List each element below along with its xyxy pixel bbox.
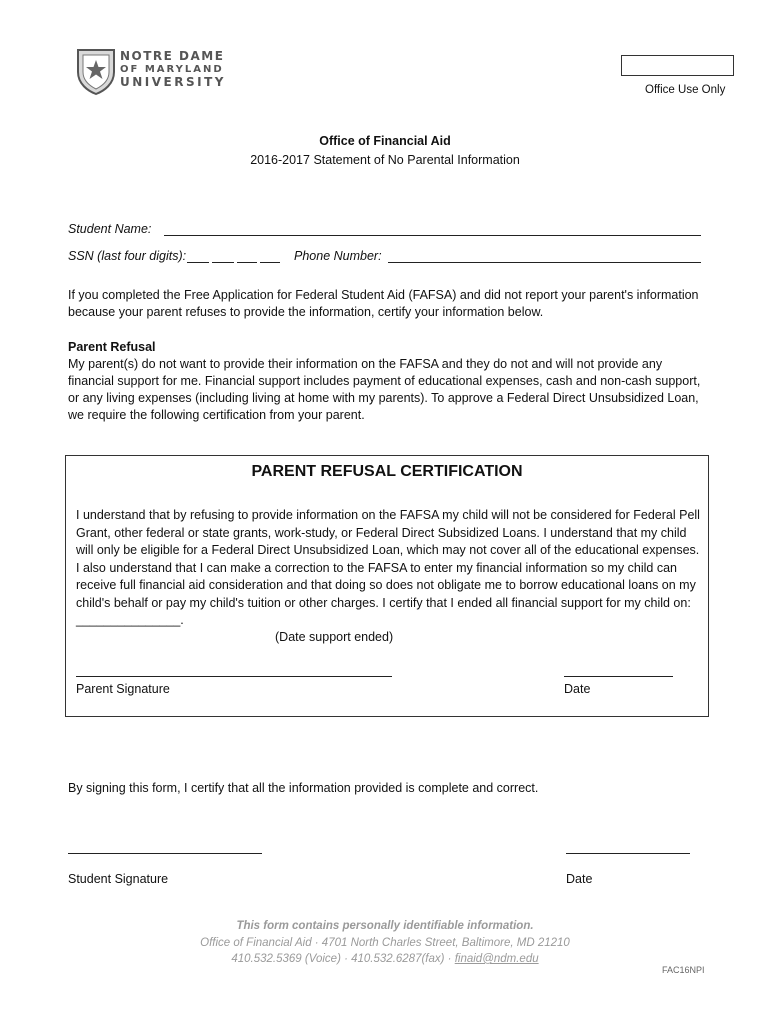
footer-address: Office of Financial Aid · 4701 North Charles Street, Baltimore, MD 21210 [200, 937, 570, 949]
parent-date-label: Date [564, 682, 591, 696]
footer-contact [0, 951, 770, 967]
student-date-label: Date [566, 872, 593, 886]
statement-title: 2016-2017 Statement of No Parental Information [250, 153, 520, 167]
student-signature-line[interactable] [68, 853, 262, 854]
form-code: FAC16NPI [662, 965, 705, 975]
phone-label: Phone Number: [294, 249, 382, 263]
university-logo [74, 46, 118, 96]
ssn-digit-3[interactable] [237, 262, 257, 263]
ssn-digit-2[interactable] [212, 262, 234, 263]
office-title: Office of Financial Aid [319, 134, 451, 148]
phone-field[interactable] [388, 262, 701, 263]
certification-body: I understand that by refusing to provide information on the FAFSA my child will not be considered for Federal Pell Grant, other federal or state grants, work-study, or Federal Direct Subsidized Loans. I understand that my child will only be eligible for a Federal Direct Unsubsidized Loan, which may not cover all of the educational expenses. I also understand that I can make a correction to the FAFSA to enter my financial information so my child can receive full financial aid consideration and that doing so does not obligate me to borrow educational loans on my child's behalf or pay my child's tuition or other charges. I certify that I ended all financial support for my child on: _______________. [76, 508, 700, 627]
parent-date-line[interactable] [564, 676, 673, 677]
ssn-label: SSN (last four digits): [68, 249, 187, 263]
student-name-field[interactable] [164, 235, 701, 236]
refusal-heading: Parent Refusal [68, 340, 156, 354]
logo-line-3: UNIVERSITY [120, 75, 226, 89]
parent-signature-line[interactable] [76, 676, 392, 677]
footer-phone-fax: 410.532.5369 (Voice) · 410.532.6287(fax) · [231, 953, 455, 965]
footer-email-link[interactable]: finaid@ndm.edu [454, 953, 539, 965]
intro-paragraph: If you completed the Free Application for Federal Student Aid (FAFSA) and did not report your parent's information because your parent refuses to provide the information, certify your information below. [68, 288, 699, 319]
student-date-line[interactable] [566, 853, 690, 854]
ssn-digit-4[interactable] [260, 262, 280, 263]
ssn-digit-1[interactable] [187, 262, 209, 263]
logo-wordmark [120, 50, 226, 89]
student-signature-label: Student Signature [68, 872, 169, 886]
logo-line-2: OF MARYLAND [120, 64, 224, 75]
date-support-note: (Date support ended) [275, 630, 394, 644]
refusal-paragraph: My parent(s) do not want to provide their information on the FAFSA and they do not and will not provide any financial support for me. Financial support includes payment of educational expenses, cash and non-cash support, or any living expenses (including living at home with my parents). To approve a Federal Direct Unsubsidized Loan, we require the following certification from your parent. [68, 357, 701, 422]
footer-notice: This form contains personally identifiable information. [236, 920, 534, 932]
office-use-box[interactable] [621, 55, 734, 76]
certify-statement: By signing this form, I certify that all the information provided is complete and correct. [68, 781, 539, 795]
student-name-label: Student Name: [68, 222, 152, 236]
certification-title: PARENT REFUSAL CERTIFICATION [251, 463, 523, 480]
parent-signature-label: Parent Signature [76, 682, 170, 696]
logo-line-1: NOTRE DAME [120, 49, 225, 63]
office-use-label: Office Use Only [645, 84, 726, 96]
